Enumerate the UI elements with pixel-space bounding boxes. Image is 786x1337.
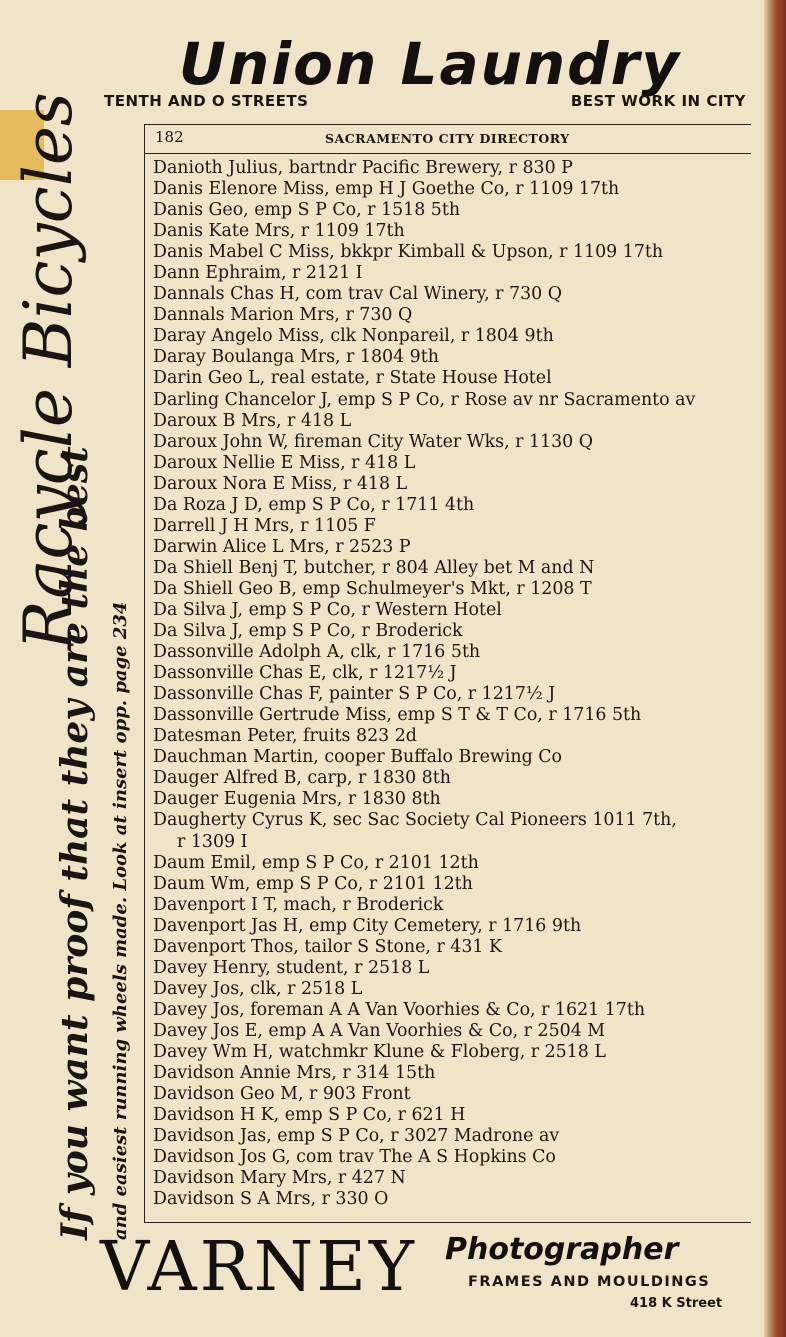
side-ad-line1: If you want proof that they are the best: [54, 446, 96, 1240]
entry: Davidson Mary Mrs, r 427 N: [153, 1168, 406, 1189]
entry: Daroux Nellie E Miss, r 418 L: [153, 452, 416, 473]
top-ad-left-text: TENTH AND O STREETS: [104, 92, 309, 110]
entry: Danis Kate Mrs, r 1109 17th: [153, 221, 405, 242]
entry: Davey Jos, foreman A A Van Voorhies & Co, r 1621 17th: [153, 999, 646, 1020]
page-header: [145, 124, 751, 154]
entry: Davey Jos E, emp A A Van Voorhies & Co, r 2504 M: [153, 1020, 606, 1041]
entry: Daum Wm, emp S P Co, r 2101 12th: [153, 873, 473, 894]
entry: Davey Wm H, watchmkr Klune & Floberg, r 2518 L: [153, 1041, 606, 1062]
entry: Daum Emil, emp S P Co, r 2101 12th: [153, 852, 479, 873]
side-ad-brand: Racycle Bicycles: [10, 92, 87, 650]
entry: Davey Jos, clk, r 2518 L: [153, 978, 363, 999]
entry: Danis Elenore Miss, emp H J Goethe Co, r 1109 17th: [153, 179, 620, 200]
directory-listing: [144, 124, 751, 1223]
entry: Da Roza J D, emp S P Co, r 1711 4th: [153, 494, 475, 515]
entry: Davenport Thos, tailor S Stone, r 431 K: [153, 936, 503, 957]
entry: Daroux John W, fireman City Water Wks, r 1130 Q: [153, 431, 594, 452]
entry: Da Silva J, emp S P Co, r Broderick: [153, 621, 463, 642]
entry: Daroux Nora E Miss, r 418 L: [153, 473, 408, 494]
entry: Dauchman Martin, cooper Buffalo Brewing Co: [153, 747, 563, 768]
entry: Davey Henry, student, r 2518 L: [153, 957, 430, 978]
bottom-ad-name: VARNEY: [100, 1228, 417, 1307]
top-ad-right-text: BEST WORK IN CITY: [570, 92, 746, 110]
entry: Davidson Jas, emp S P Co, r 3027 Madrone av: [153, 1126, 560, 1147]
bottom-ad-subtitle: FRAMES AND MOULDINGS: [468, 1274, 711, 1290]
entry: Dauger Alfred B, carp, r 1830 8th: [153, 768, 451, 789]
entry: Darrell J H Mrs, r 1105 F: [153, 515, 376, 536]
entry-continuation: r 1309 I: [177, 831, 248, 852]
entry: Da Shiell Benj T, butcher, r 804 Alley bet M and N: [153, 557, 595, 578]
top-advertisement: [100, 30, 750, 120]
top-ad-title: Union Laundry: [178, 30, 682, 98]
entry: Davenport Jas H, emp City Cemetery, r 1716 9th: [153, 915, 582, 936]
side-advertisement: [10, 92, 140, 1240]
entry: Darin Geo L, real estate, r State House Hotel: [153, 368, 552, 389]
entry: Dannals Marion Mrs, r 730 Q: [153, 305, 413, 326]
entry: Dassonville Adolph A, clk, r 1716 5th: [153, 642, 481, 663]
bottom-ad-address: 418 K Street: [630, 1296, 723, 1311]
entry: Davidson Jos G, com trav The A S Hopkins Co: [153, 1147, 556, 1168]
entry: Davenport I T, mach, r Broderick: [153, 894, 444, 915]
entry: Danioth Julius, bartndr Pacific Brewery, r 830 P: [153, 158, 573, 178]
entry: Daray Angelo Miss, clk Nonpareil, r 1804 9th: [153, 326, 554, 347]
side-ad-line2: and easiest running wheels made. Look at insert opp. page 234: [110, 601, 131, 1240]
entry: Dassonville Gertrude Miss, emp S T & T Co, r 1716 5th: [153, 705, 642, 726]
entry: Datesman Peter, fruits 823 2d: [153, 726, 417, 747]
entry: Davidson Geo M, r 903 Front: [153, 1084, 411, 1105]
entry: Danis Mabel C Miss, bkkpr Kimball & Upson, r 1109 17th: [153, 242, 664, 263]
entry: Davidson S A Mrs, r 330 O: [153, 1189, 389, 1210]
entry: Dassonville Chas E, clk, r 1217½ J: [153, 663, 457, 684]
entry: Dauger Eugenia Mrs, r 1830 8th: [153, 789, 441, 810]
page-edge: [764, 0, 786, 1337]
bottom-advertisement: [100, 1228, 750, 1328]
entry: Danis Geo, emp S P Co, r 1518 5th: [153, 200, 461, 221]
entry-list: [153, 158, 753, 1210]
entry: Da Silva J, emp S P Co, r Western Hotel: [153, 599, 502, 620]
entry: Da Shiell Geo B, emp Schulmeyer's Mkt, r 1208 T: [153, 578, 592, 599]
entry: Dassonville Chas F, painter S P Co, r 1217½ J: [153, 684, 556, 705]
entry: Dannals Chas H, com trav Cal Winery, r 730 Q: [153, 284, 562, 305]
entry: Davidson Annie Mrs, r 314 15th: [153, 1063, 436, 1084]
entry: Daugherty Cyrus K, sec Sac Society Cal Pioneers 1011 7th,: [153, 810, 677, 831]
entry: Davidson H K, emp S P Co, r 621 H: [153, 1105, 466, 1126]
entry: Dann Ephraim, r 2121 I: [153, 263, 363, 284]
entry: Darling Chancelor J, emp S P Co, r Rose av nr Sacramento av: [153, 389, 696, 410]
bottom-ad-title: Photographer: [445, 1232, 679, 1267]
entry: Darwin Alice L Mrs, r 2523 P: [153, 536, 411, 557]
entry: Daroux B Mrs, r 418 L: [153, 410, 352, 431]
page-number: 182: [155, 128, 184, 146]
entry: Daray Boulanga Mrs, r 1804 9th: [153, 347, 439, 368]
running-head: SACRAMENTO CITY DIRECTORY: [325, 131, 570, 146]
